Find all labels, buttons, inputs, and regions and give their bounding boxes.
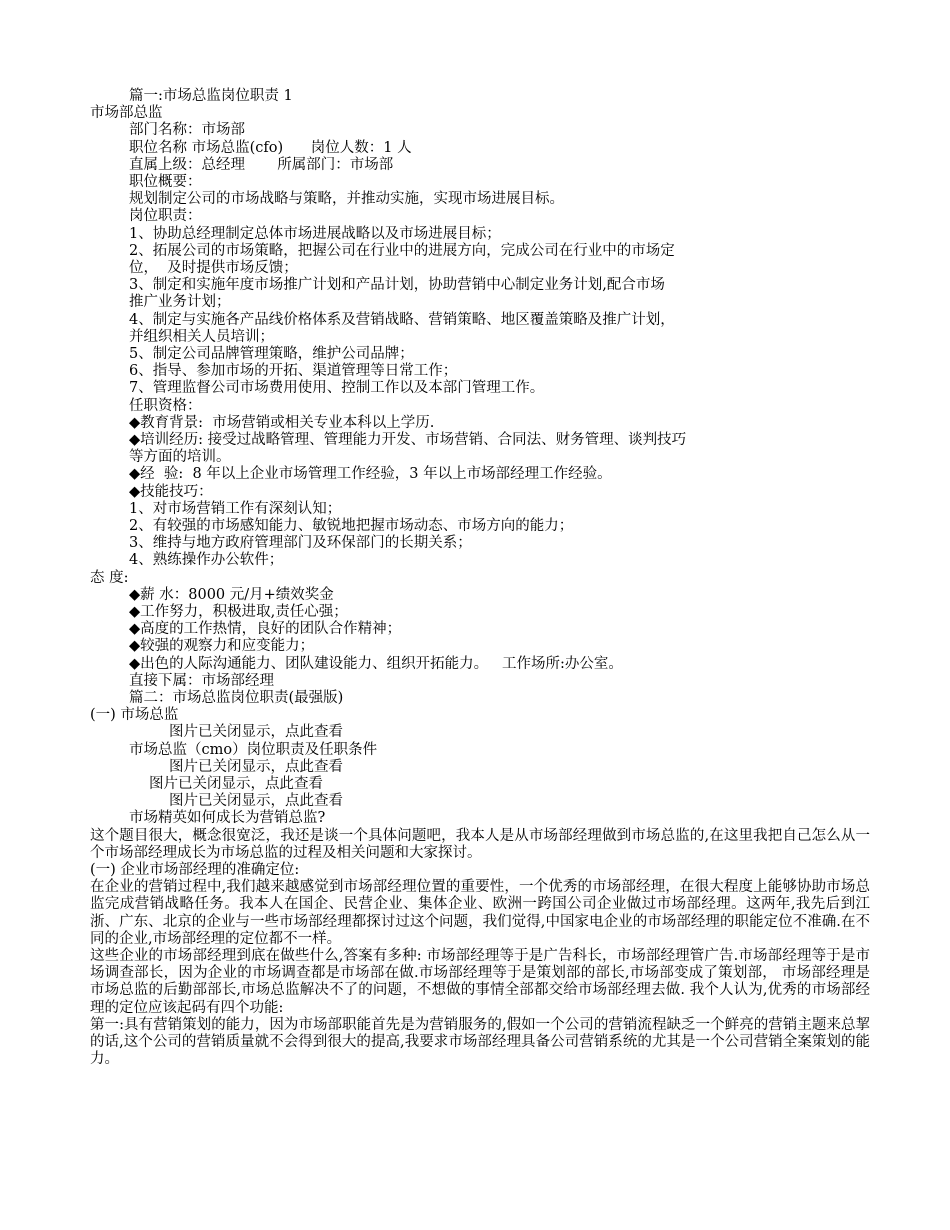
text-line: 4、熟练操作办公软件； bbox=[129, 552, 284, 569]
text-line: 职位名称 市场总监(cfo) 岗位人数：1 人 bbox=[129, 139, 412, 156]
text-line: 4、制定与实施各产品线价格体系及营销战略、营销策略、地区覆盖策略及推广计划， bbox=[129, 311, 675, 328]
body-paragraph: (一) 企业市场部经理的准确定位: bbox=[90, 862, 300, 878]
text-line: 图片已关闭显示，点此查看 bbox=[169, 793, 343, 810]
text-line: 职位概要： bbox=[129, 174, 202, 190]
text-line: ◆工作努力，积极进取,责任心强； bbox=[129, 604, 348, 620]
text-line: 篇二：市场总监岗位职责(最强版) bbox=[129, 690, 344, 706]
text-line: 并组织相关人员培训； bbox=[129, 328, 274, 345]
body-paragraph: 这些企业的市场部经理到底在做些什么,答案有多种: 市场部经理等于是广告科长，市场部经理管广告.市场部经理等于是市场调查部长，因为企业的市场调查都是市场部在做.市场部经理等于是策划部的部长,市场部变成了策划部， 市场部经理是市场总监的后勤部部长,市场总监解决不了的问题，不想做的事情全部都交给市场部经理去做. 我个人认为,优秀的市场部经理的定位应该起码有四个功能: bbox=[90, 948, 870, 1016]
text-line: 市场部总监 bbox=[90, 105, 163, 122]
text-line: 态 度: bbox=[90, 569, 129, 586]
text-line: 规划制定公司的市场战略与策略，并推动实施，实现市场进展目标。 bbox=[129, 191, 564, 208]
text-line: 3、制定和实施年度市场推广计划和产品计划，协助营销中心制定业务计划,配合市场 bbox=[129, 277, 665, 294]
text-line: 位， 及时提供市场反馈； bbox=[129, 260, 298, 276]
text-line: ◆培训经历: 接受过战略管理、管理能力开发、市场营销、合同法、财务管理、谈判技巧 bbox=[129, 432, 687, 448]
text-line: 图片已关闭显示，点此查看 bbox=[169, 758, 343, 775]
text-line: ◆教育背景: 市场营销或相关专业本科以上学历. bbox=[129, 414, 435, 431]
text-line: 篇一:市场总监岗位职责 1 bbox=[129, 88, 293, 104]
text-line: 2、有较强的市场感知能力、敏锐地把握市场动态、市场方向的能力； bbox=[129, 518, 574, 534]
text-line: 等方面的培训。 bbox=[129, 449, 231, 466]
text-line: 直属上级：总经理 所属部门：市场部 bbox=[129, 156, 394, 173]
text-line: 7、管理监督公司市场费用使用、控制工作以及本部门管理工作。 bbox=[129, 380, 545, 397]
text-line: ◆高度的工作热情，良好的团队合作精神； bbox=[129, 621, 402, 638]
text-line: 部门名称：市场部 bbox=[129, 122, 245, 139]
text-line: 直接下属：市场部经理 bbox=[129, 672, 274, 689]
text-line: 图片已关闭显示，点此查看 bbox=[149, 776, 323, 792]
text-line: 任职资格： bbox=[129, 397, 202, 414]
text-line: 1、对市场营销工作有深刻认知； bbox=[129, 500, 342, 517]
text-line: 2、拓展公司的市场策略，把握公司在行业中的进展方向，完成公司在行业中的市场定 bbox=[129, 242, 675, 259]
text-line: 1、协助总经理制定总体市场进展战略以及市场进展目标； bbox=[129, 225, 501, 242]
text-line: ◆经 验: 8 年以上企业市场管理工作经验，3 年以上市场部经理工作经验。 bbox=[129, 466, 612, 483]
text-line: 3、维持与地方政府管理部门及环保部门的长期关系； bbox=[129, 535, 472, 552]
text-line: 市场精英如何成长为营销总监? bbox=[129, 810, 326, 827]
body-paragraph: 在企业的营销过程中,我们越来越感觉到市场部经理位置的重要性，一个优秀的市场部经理，在很大程度上能够协助市场总监完成营销战略任务。我本人在国企、民营企业、集体企业、欧洲一跨国公司企业做过市场部经理。这两年,我先后到江浙、广东、北京的企业与一些市场部经理都探讨过这个问题，我们觉得,中国家电企业的市场部经理的职能定位不准确.在不同的企业,市场部经理的定位都不一样。 bbox=[90, 879, 870, 947]
text-line: 岗位职责： bbox=[129, 208, 202, 225]
text-line: 图片已关闭显示，点此查看 bbox=[169, 724, 343, 741]
body-paragraph: 这个题目很大，概念很宽泛，我还是谈一个具体问题吧，我本人是从市场部经理做到市场总监的,在这里我把自己怎么从一个市场部经理成长为市场总监的过程及相关问题和大家探讨。 bbox=[90, 827, 870, 861]
text-line: ◆薪 水：8000 元/月+绩效奖金 bbox=[129, 586, 334, 603]
text-line: 推广业务计划； bbox=[129, 294, 231, 311]
text-line: 市场总监（cmo）岗位职责及任职条件 bbox=[129, 741, 378, 758]
text-line: (一) 市场总监 bbox=[90, 707, 179, 724]
text-line: 5、制定公司品牌管理策略，维护公司品牌； bbox=[129, 346, 414, 362]
text-line: ◆较强的观察力和应变能力； bbox=[129, 638, 315, 655]
body-paragraph: 第一:具有营销策划的能力，因为市场部职能首先是为营销服务的,假如一个公司的营销流程缺乏一个鲜亮的营销主题来总挈的话,这个公司的营销质量就不会得到很大的提高,我要求市场部经理具备公司营销系统的尤其是一个公司营销全案策划的能力。 bbox=[90, 1016, 870, 1068]
text-line: ◆技能技巧： bbox=[129, 483, 213, 500]
text-line: ◆出色的人际沟通能力、团队建设能力、组织开拓能力。 工作场所:办公室。 bbox=[129, 655, 623, 672]
text-line: 6、指导、参加市场的开拓、渠道管理等日常工作； bbox=[129, 363, 458, 380]
